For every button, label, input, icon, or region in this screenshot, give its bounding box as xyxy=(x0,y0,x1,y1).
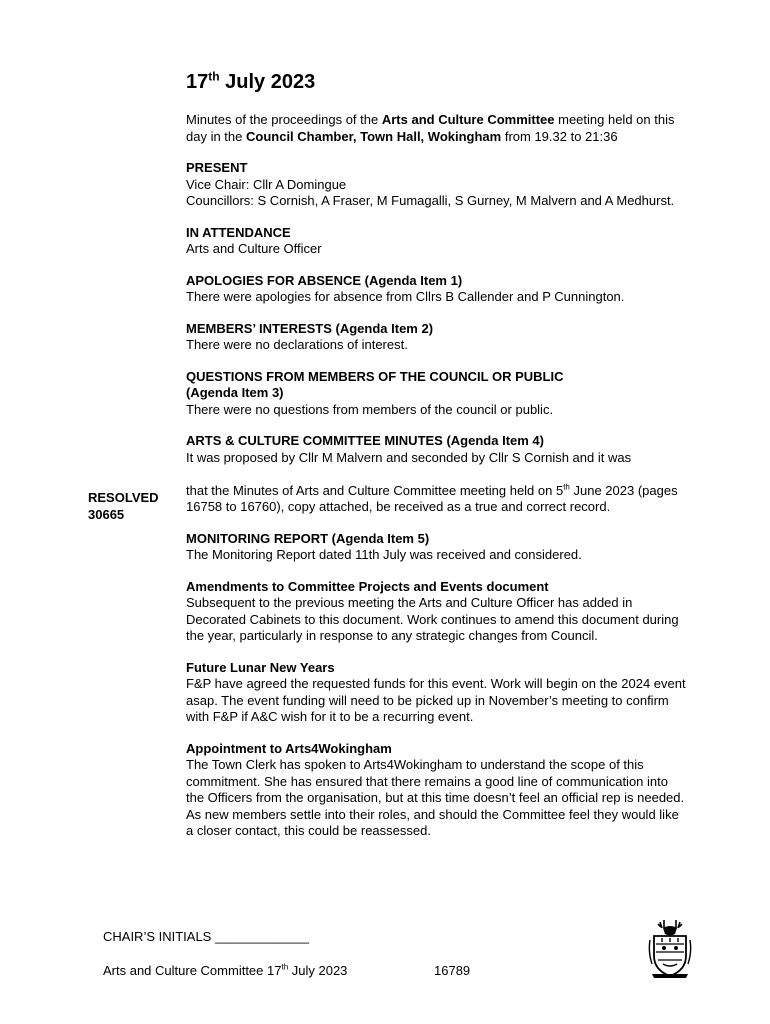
present-heading: PRESENT xyxy=(186,160,248,175)
questions-heading: QUESTIONS FROM MEMBERS OF THE COUNCIL OR PUBLIC xyxy=(186,368,564,384)
attendance-heading: IN ATTENDANCE xyxy=(186,224,291,240)
lunar-section xyxy=(186,660,686,726)
apologies-text: There were apologies for absence from Cllrs B Callender and P Cunnington. xyxy=(186,289,625,304)
minutes-section xyxy=(186,433,686,516)
attendance-section xyxy=(186,225,686,258)
arts4-text: The Town Clerk has spoken to Arts4Wokingham to understand the scope of this commitment. She has ensured that there remains a good line of communication into the Officers from the organisation, but at this time doesn’t feel an official rep is needed. As new members settle into their roles, and should the Committee feel they would like a closer contact, this could be reassessed. xyxy=(186,757,685,838)
apologies-section xyxy=(186,273,686,306)
interests-heading: MEMBERS’ INTERESTS (Agenda Item 2) xyxy=(186,320,434,336)
arts4-section xyxy=(186,741,686,840)
monitoring-heading: MONITORING REPORT (Agenda Item 5) xyxy=(186,530,430,546)
amendments-section xyxy=(186,579,686,645)
attendance-text: Arts and Culture Officer xyxy=(186,241,322,256)
chairs-initials: CHAIR’S INITIALS _____________ xyxy=(103,929,309,944)
resolved-number: 30665 xyxy=(88,506,125,522)
minutes-resolution: that the Minutes of Arts and Culture Committee meeting held on 5th June 2023 (pages 16758 to 16760), copy attached, be received as a true and correct record. xyxy=(186,482,678,514)
resolved-label: RESOLVED xyxy=(88,490,159,505)
questions-heading-item: (Agenda Item 3) xyxy=(186,385,284,400)
minutes-heading: ARTS & CULTURE COMMITTEE MINUTES (Agenda Item 4) xyxy=(186,433,544,448)
interests-section xyxy=(186,321,686,354)
minutes-body xyxy=(186,112,686,855)
monitoring-text: The Monitoring Report dated 11th July was received and considered. xyxy=(186,547,582,562)
councillors-list: Councillors: S Cornish, A Fraser, M Fumagalli, S Gurney, M Malvern and A Medhurst. xyxy=(186,193,675,208)
amendments-heading: Amendments to Committee Projects and Events document xyxy=(186,578,549,594)
vice-chair: Vice Chair: Cllr A Domingue xyxy=(186,176,347,192)
lunar-text: F&P have agreed the requested funds for this event. Work will begin on the 2024 event asap. The event funding will need to be picked up in November’s meeting to confirm with F&P if A&C wish for it to be a recurring event. xyxy=(186,676,686,724)
arts4-heading: Appointment to Arts4Wokingham xyxy=(186,740,392,756)
amendments-text: Subsequent to the previous meeting the Arts and Culture Officer has added in Decorated Cabinets to this document. Work continues to amend this document during the year, particularly in response to any strategic changes from Council. xyxy=(186,595,679,643)
questions-text: There were no questions from members of the council or public. xyxy=(186,401,554,417)
lunar-heading: Future Lunar New Years xyxy=(186,659,335,675)
page-number: 16789 xyxy=(434,963,471,978)
town-crest-icon xyxy=(648,918,692,980)
footer-committee-date: Arts and Culture Committee 17th July 2023 xyxy=(103,962,348,978)
questions-section xyxy=(186,369,686,419)
minutes-proposal: It was proposed by Cllr M Malvern and seconded by Cllr S Cornish and it was xyxy=(186,449,632,465)
apologies-heading: APOLOGIES FOR ABSENCE (Agenda Item 1) xyxy=(186,272,463,288)
monitoring-section xyxy=(186,531,686,564)
page-title: 17th July 2023 xyxy=(186,69,316,93)
resolved-margin-note xyxy=(88,490,159,523)
interests-text: There were no declarations of interest. xyxy=(186,337,408,352)
present-section xyxy=(186,160,686,210)
intro-paragraph: Minutes of the proceedings of the Arts and Culture Committee meeting held on this day in the Council Chamber, Town Hall, Wokingham from 19.32 to 21:36 xyxy=(186,112,675,144)
